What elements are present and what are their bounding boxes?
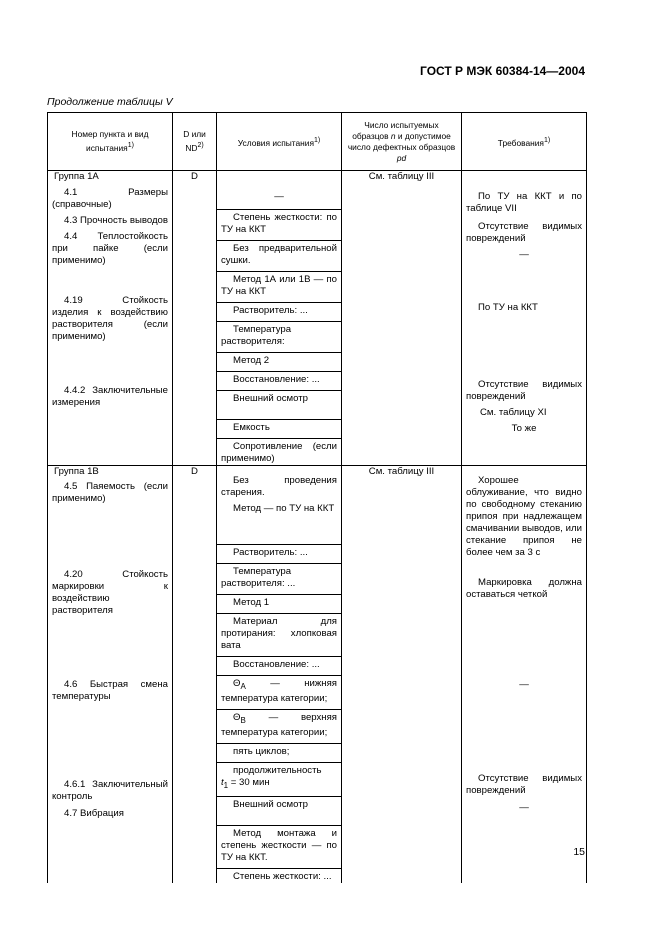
header-samples-pd: pd: [396, 152, 407, 163]
group-1b-samples: См. таблицу III: [368, 466, 435, 477]
footnote-ref: 1): [543, 136, 551, 144]
req-4-19: По ТУ на ККТ: [478, 302, 538, 313]
cond-4-7-2: Степень жесткости: ...: [217, 868, 341, 883]
req-4-7: —: [519, 802, 529, 813]
cond-4-20-4: Материал для протирания: хлопковая вата: [217, 613, 341, 652]
cell-test: [48, 171, 173, 466]
req-4-3: Отсутствие видимых повреждений: [466, 221, 582, 244]
cond-4-19-4: Восстановление: ...: [217, 371, 341, 386]
cond-4-4-1: Без предварительной сушки.: [217, 240, 341, 267]
test-conditions-table: [47, 112, 587, 883]
header-d-nd-label: D или ND: [183, 129, 206, 153]
page-number: 15: [573, 846, 585, 858]
cond-4-6-3: пять циклов;: [217, 743, 341, 758]
cond-4-4-2-3: Сопротивление (если применимо): [217, 438, 341, 465]
header-requirements: [462, 113, 587, 171]
cell-conditions: [217, 466, 342, 883]
header-requirements-label: Требования: [497, 137, 544, 148]
cond-4-6-2: [217, 709, 341, 739]
header-d-nd: [173, 113, 217, 171]
theta-sub-a: A: [240, 681, 246, 691]
group-1b-title: Группа 1В: [54, 466, 99, 477]
cell-conditions: [217, 171, 342, 466]
test-4-4-2: 4.4.2 Заключительные измерения: [52, 385, 168, 408]
theta-symbol: Θ: [233, 711, 241, 723]
req-4-1: По ТУ на ККТ и по таблице VII: [466, 191, 582, 214]
theta-sub-b: B: [240, 715, 246, 725]
test-4-20: 4.20 Стойкость маркировки к воздействию растворителя: [52, 569, 168, 616]
cond-4-6-2-text: — верхняя температура категории;: [221, 711, 337, 738]
req-4-6: —: [519, 679, 529, 690]
cell-test: [48, 466, 173, 883]
test-4-3: 4.3 Прочность выводов: [64, 215, 168, 226]
test-4-4: 4.4 Теплостойкость при пайке (если применимо): [52, 231, 168, 266]
cell-samples: [342, 171, 462, 466]
theta-symbol: Θ: [233, 678, 241, 689]
req-4-5: Хорошее облуживание, что видно по свободному стеканию припоя при надлежащем смачивании выводов, или стекание припоя не более чем за 3 с: [466, 475, 582, 558]
test-4-19: 4.19 Стойкость изделия к воздействию растворителя (если применимо): [52, 295, 168, 342]
header-item-test: [48, 113, 173, 171]
header-item-test-label: Номер пункта и вид испытания: [71, 129, 149, 153]
group-1a-dnd: D: [191, 171, 198, 182]
footnote-ref: 1): [127, 142, 134, 150]
t-sub: 1: [223, 780, 229, 790]
test-4-5: 4.5 Паяемость (если применимо): [52, 481, 168, 504]
t-symbol: t: [221, 776, 224, 788]
req-4-4-2-3: То же: [511, 423, 537, 434]
group-1b-dnd: D: [191, 466, 198, 477]
cond-4-19-2: Температура растворителя:: [217, 321, 341, 348]
cond-4-6-1: [217, 675, 341, 705]
req-4-20: Маркировка должна оставаться четкой: [466, 577, 582, 600]
cond-4-5-2: Метод — по ТУ на ККТ: [233, 503, 335, 514]
cond-4-6-1-text: — нижняя температура категории;: [221, 678, 337, 704]
table-row-group-1b: [48, 466, 587, 883]
group-1a-samples: См. таблицу III: [368, 171, 435, 182]
cond-4-20-1: Растворитель: ...: [217, 544, 341, 559]
test-4-1: 4.1 Размеры (справочные): [52, 187, 168, 210]
document-code: ГОСТ Р МЭК 60384-14—2004: [420, 64, 585, 78]
test-4-7: 4.7 Вибрация: [64, 808, 124, 819]
cond-4-4-2-1: Внешний осмотр: [217, 390, 341, 405]
cond-4-6-4-duration: = 30 мин: [228, 776, 270, 788]
cell-samples: [342, 466, 462, 883]
cond-4-6-4-text: продолжительность: [233, 764, 322, 776]
table-caption: Продолжение таблицы V: [47, 96, 173, 108]
cond-4-20-3: Метод 1: [217, 594, 341, 609]
table-row-group-1a: [48, 171, 587, 466]
cond-4-20-5: Восстановление: ...: [217, 656, 341, 671]
table-header-row: [48, 113, 587, 171]
header-samples-n: n: [390, 130, 396, 141]
header-conditions-label: Условия испытания: [237, 137, 314, 148]
footnote-ref: 1): [314, 136, 321, 144]
header-conditions: [217, 113, 342, 171]
cond-4-1: —: [274, 191, 284, 202]
cond-4-19-1: Растворитель: ...: [217, 302, 341, 317]
cond-4-20-2: Температура растворителя: ...: [217, 563, 341, 590]
cond-4-5-1: Без проведения старения.: [221, 475, 337, 498]
req-4-4-2-1: Отсутствие видимых повреждений: [466, 379, 582, 402]
footnote-ref: 2): [197, 142, 204, 150]
cell-requirements: [462, 466, 587, 883]
group-1a-title: Группа 1А: [54, 171, 99, 182]
header-samples-label-1: Число испытуемых образцов: [352, 119, 439, 141]
cond-4-7-1: Метод монтажа и степень жесткости — по ТУ на ККТ.: [217, 825, 341, 864]
cond-4-6-1-inspection: Внешний осмотр: [217, 796, 341, 811]
req-4-4: —: [519, 249, 529, 260]
test-4-6: 4.6 Быстрая смена температуры: [52, 679, 168, 702]
cell-requirements: [462, 171, 587, 466]
header-samples: [342, 113, 462, 171]
cell-d-nd: [173, 171, 217, 466]
cond-4-19-3: Метод 2: [217, 352, 341, 367]
header-samples-label-2: и допустимое число дефектных образцов: [347, 130, 456, 152]
test-4-6-1: 4.6.1 Заключительный контроль: [52, 779, 168, 802]
req-4-4-2-2: См. таблицу XI: [480, 407, 547, 418]
cond-4-3: Степень жесткости: по ТУ на ККТ: [217, 209, 341, 236]
cell-d-nd: [173, 466, 217, 883]
req-4-6-1: Отсутствие видимых повреждений: [466, 773, 582, 796]
cond-4-4-2: Метод 1А или 1В — по ТУ на ККТ: [217, 271, 341, 298]
cond-4-6-4: [217, 762, 341, 792]
cond-4-4-2-2: Емкость: [217, 419, 341, 434]
